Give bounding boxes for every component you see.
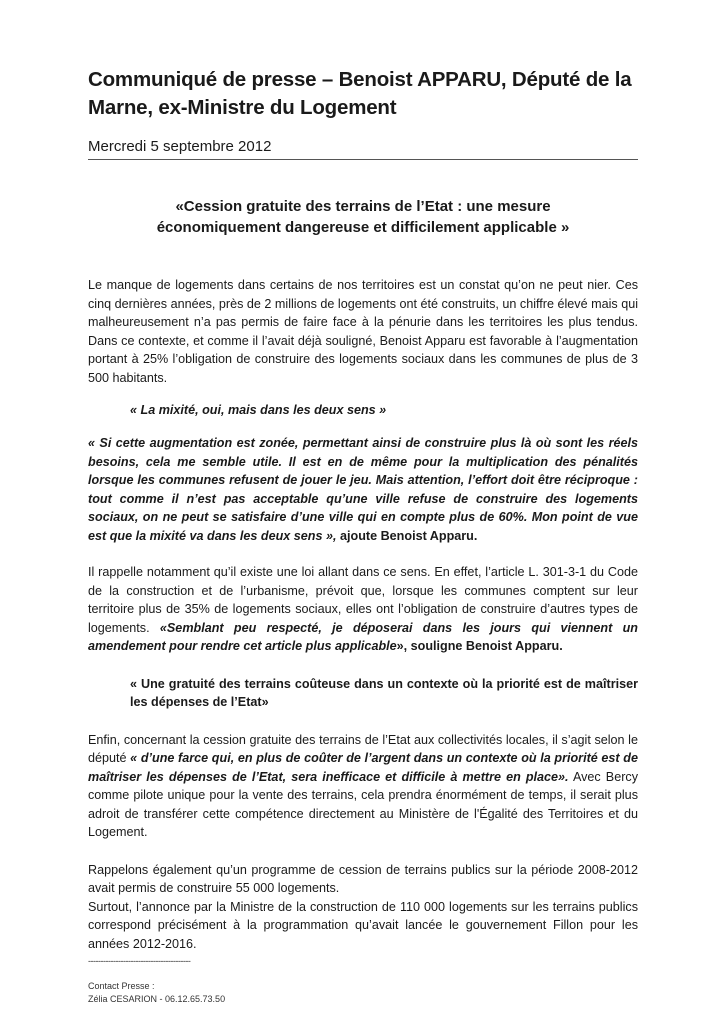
release-date: Mercredi 5 septembre 2012 [88,138,638,160]
law-quote: «Semblant peu respecté, je déposerai dans les jours qui viennent un amendement pour rendre cet article plus applicable [88,620,638,653]
contact-label: Contact Presse : [88,981,155,991]
paragraph-intro: Le manque de logements dans certains de nos territoires est un constat qu’on ne peut nier. Ces cinq dernières années, près de 2 millions de logements ont été construits, un chiffre élevé mais qui malheureusement n’a pas permis de faire face à la pénurie dans les territoires les plus tendus. Dans ce contexte, et comme il l’avait déjà souligné, Benoist Apparu est favorable à l’augmentation portant à 25% l’obligation de construire des logements sociaux dans les communes de plus de 3 500 habitants. [88,278,638,385]
press-contact [88,980,225,1006]
law-text: Il rappelle notamment qu’il existe une loi allant dans ce sens. En effet, l’article L. 301-3-1 du Code de la construction et de l’urbanisme, prévoit que, lorsque les communes comptent sur leur territoire plus de 35% de logements sociaux, elles ont l’obligation de construire d’autres types de logements. [88,565,638,635]
paragraph-program: Rappelons également qu’un programme de cession de terrains publics sur la période 2008-2012 avait permis de construire 55 000 logements. [88,862,638,895]
contact-name: Zélia CESARION - 06.12.65.73.50 [88,994,226,1004]
page-title: Communiqué de presse – Benoist APPARU, Député de la Marne, ex-Ministre du Logement [88,68,632,119]
quote-paragraph [88,434,638,545]
paragraph-announcement: Surtout, l’annonce par la Ministre de la construction de 110 000 logements sur les terrains publics correspond précisément à la programmation qu’avait lancée le gouvernement Fillon pour les années 2012-2016. [88,899,638,951]
section-heading-mixite: « La mixité, oui, mais dans les deux sens » [130,403,387,417]
cession-quote: « d’une farce qui, en plus de coûter de l’argent dans un contexte où la priorité est de maîtriser les dépenses de l’Etat, sera inefficace et difficile à mettre en place». [88,751,638,784]
law-attribution: », souligne Benoist Apparu. [396,639,563,653]
cession-text: Enfin, concernant la cession gratuite des terrains de l’Etat aux collectivités locales, il s’agit selon le député [88,732,638,765]
paragraph-cession [88,731,638,842]
headline: «Cession gratuite des terrains de l’Etat : une mesure économiquement dangereuse et difficilement applicable » [156,198,570,236]
quote-text: « Si cette augmentation est zonée, permettant ainsi de construire plus là où sont les réels besoins, cela me semble utile. Il est en de même pour la multiplication des pénalités lorsque les communes refusent de jouer le jeu. Mais attention, l’effort doit être réciproque : tout comme il n’est pas acceptable qu’une ville refuse de construire des logements sociaux, on ne peut se satisfaire d’une ville qui en compte plus de 60%. Mon point de vue est que la mixité va dans les deux sens », [88,436,638,543]
paragraph-law [88,563,638,656]
cession-text-end: Avec Bercy comme pilote unique pour la vente des terrains, cela prendra énormément de temps, il serait plus adroit de transférer cette compétence directement au Ministère de l'Égalité des Territoires et du Logement. [88,769,638,839]
footer-divider: ----------------------------------------- [88,956,191,966]
section-heading-gratuite: « Une gratuité des terrains coûteuse dans un contexte où la priorité est de maîtriser les dépenses de l’Etat» [130,676,638,709]
quote-attribution: ajoute Benoist Apparu. [336,528,478,543]
